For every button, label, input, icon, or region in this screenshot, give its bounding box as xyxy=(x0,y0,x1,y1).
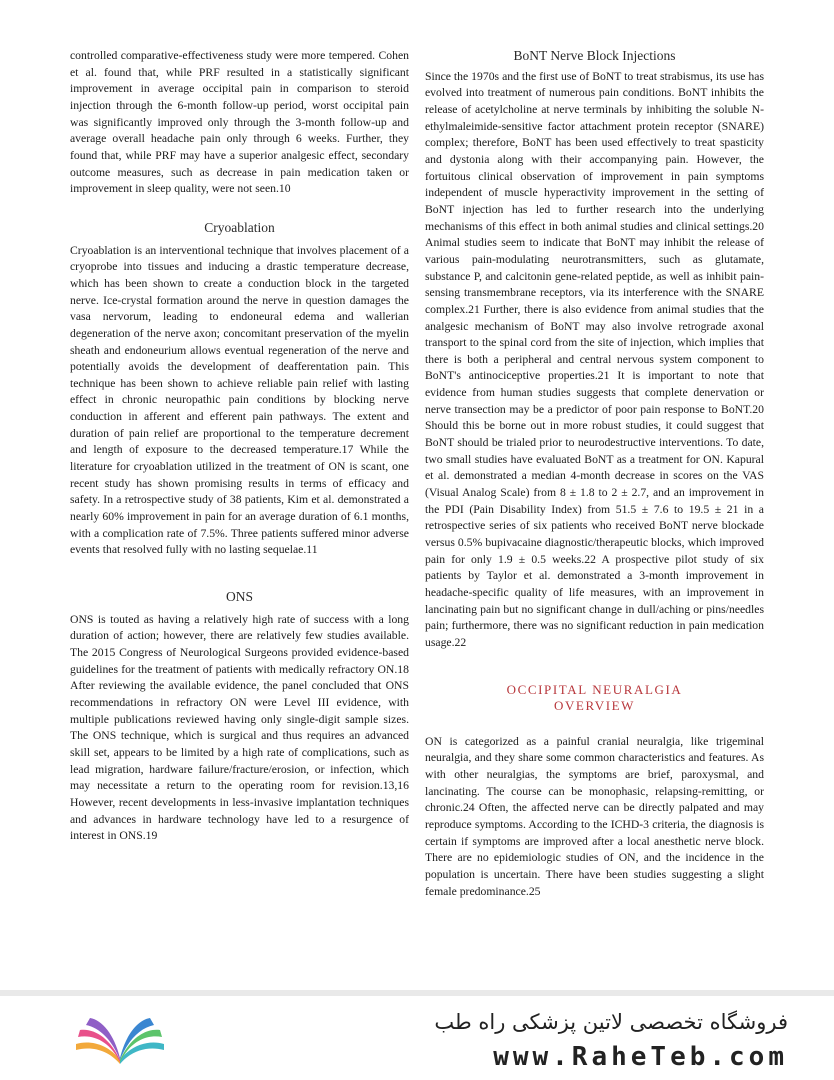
store-name: فروشگاه تخصصی لاتین پزشکی راه طب xyxy=(434,1010,788,1034)
overview-heading-line2: OVERVIEW xyxy=(553,697,636,713)
ons-heading: ONS xyxy=(225,589,253,605)
left-column xyxy=(70,48,409,845)
overview-heading-line1: OCCIPITAL NEURALGIA xyxy=(506,681,683,697)
paragraph-ons: ONS is touted as having a relatively high rate of success with a long duration of action; however, there are relatively few studies available. The 2015 Congress of Neurological Surgeons provided evidence-based guidelines for the treatment of patients with medically refractory ON.18 After reviewing the available evidence, the panel concluded that ONS recommendations in refractory ON were Level III evidence, with multiple publications reviewed having only single-digit sample sizes. The ONS technique, which is surgical and thus requires an advanced skill set, appears to be limited by a high rate of complications, such as lead migration, hardware failure/fracture/erosion, or infection, which may necessitate a return to the operating room for revision.13,16 However, recent developments in less-invasive implantation techniques and advances in hardware technology have led to a resurgence of interest in ONS.19 xyxy=(70,612,409,843)
document-page xyxy=(30,48,804,992)
paragraph-cryoablation: Cryoablation is an interventional technique that involves placement of a cryoprobe into tissues and inducing a drastic temperature decrease, which has been shown to create a conduction block in the targeted nerve. Ice-crystal formation around the nerve in question damages the vasa nervorum, leading to endoneural edema and wallerian degeneration of the nerve axon; concomitant preservation of the myelin sheath and endoneurium allows eventual regeneration of the nerve and potentially avoids the development of deafferentation pain. This technique has been shown to achieve reliable pain relief with lasting effect in chronic neuropathic pain conditions by blocking nerve conduction in afferent and efferent pain pathways. The extent and duration of pain relief are proportional to the temperature decrement and length of exposure to the decreased temperature.17 While the literature for cryoablation utilized in the treatment of ON is scant, one recent study has shown promising results in terms of efficacy and safety. In a retrospective study of 38 patients, Kim et al. demonstrated a nearly 60% improvement in pain for an average duration of 6.1 months, with a complication rate of 7.5%. Three patients suffered minor adverse events that resolved fully with no lasting sequelae.11 xyxy=(70,243,409,557)
paragraph-overview: ON is categorized as a painful cranial neuralgia, like trigeminal neuralgia, and they share some common characteristics and features. As with other neuralgias, the symptoms are brief, paroxysmal, and lancinating. The course can be monophasic, relapsing-remitting, or chronic.24 Often, the affected nerve can be directly palpated and may reproduce symptoms. According to the ICHD-3 criteria, the diagnosis is certain if symptoms are improved after a local anesthetic nerve block. There are no epidemiologic studies of ON, and the incidence in the population is uncertain. There have been studies suggesting a slight female predominance.25 xyxy=(425,734,764,898)
paragraph-bont: Since the 1970s and the first use of BoNT to treat strabismus, its use has evolved into treatment of numerous pain conditions. BoNT inhibits the release of acetylcholine at nerve terminals by inhibiting the soluble N-ethylmaleimide-sensitive factor attachment protein receptor (SNARE) complex; therefore, BoNT has been used effectively to treat spasticity and dystonia along with their accompanying pain. However, the fortuitous clinical observation of improvement in pain symptoms independent of muscle hyperactivity improvement in the setting of BoNT injection has led to further research into the underlying mechanisms of this effect in both animal studies and clinical settings.20 Animal studies seem to indicate that BoNT may inhibit the release of various pain-modulating neurotransmitters, such as glutamate, substance P, and calcitonin gene-related peptide, as well as inhibit pain-sensing transmembrane receptors, via its interference with the SNARE complex.21 Further, there is also evidence from animal studies that the analgesic mechanism of BoNT may also involve retrograde axonal transport to the spinal cord from the site of injection, which implies that there is both a peripheral and central nervous system component to BoNT's antinociceptive properties.21 It is important to note that evidence from human studies suggests that complete denervation or nerve transection may be a predictor of poor pain response to BoNT.20 Should this be borne out in more robust studies, it could suggest that BoNT should be trialed prior to neurodestructive interventions. To date, two small studies have evaluated BoNT as a treatment for ON. Kapural et al. demonstrated a median 4-month decrease in scores on the VAS (Visual Analog Scale) from 8 ± 1.8 to 2 ± 2.7, and an improvement in the PDI (Pain Disability Index) from 51.5 ± 7.6 to 19.5 ± 21 in a retrospective series of six patients who received BoNT nerve blockade versus 0.5% bupivacaine diagnostic/therapeutic blocks, which improved pain for only 1.9 ± 0.5 weeks.22 A prospective pilot study of six patients by Taylor et al. demonstrated a 3-month improvement in headache-specific quality of life measures, with an improvement in lancinating pain but no significant change in dull/aching or pins/needles pain; furthermore, there was no significant reduction in pain medication usage.22 xyxy=(425,69,764,649)
occipital-neuralgia-overview-heading xyxy=(425,682,764,714)
footer-watermark xyxy=(0,996,834,1080)
paragraph-prf-results: controlled comparative-effectiveness study were more tempered. Cohen et al. found that, while PRF resulted in a statistically significant improvement in average occipital pain in comparison to steroid injection through the 6-month follow-up period, worst occipital pain was significantly improved only through the 3-month follow-up and average overall headache pain only through 6 weeks. Further, they found that, while PRF may have a superior analgesic effect, secondary outcome measures, such as decrease in pain medication taken or improvement in sleep quality, were not seen.10 xyxy=(70,49,409,196)
book-logo-icon xyxy=(72,1010,168,1066)
right-column xyxy=(425,48,764,900)
store-url: www.RaheTeb.com xyxy=(493,1042,788,1072)
cryoablation-heading: Cryoablation xyxy=(204,219,275,235)
bont-heading: BoNT Nerve Block Injections xyxy=(513,48,676,63)
